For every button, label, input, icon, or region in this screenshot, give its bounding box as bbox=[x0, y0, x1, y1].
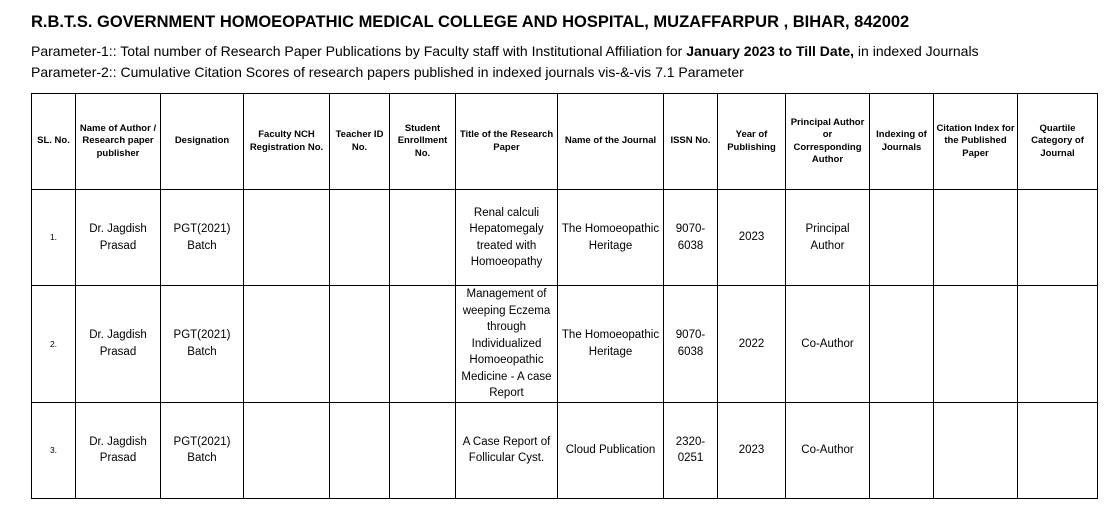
cell-issn: 9070-6038 bbox=[664, 190, 718, 286]
cell-student-enrollment bbox=[390, 190, 456, 286]
cell-sl-no: 1. bbox=[32, 190, 76, 286]
header-indexing: Indexing of Journals bbox=[870, 94, 934, 190]
header-quartile: Quartile Category of Journal bbox=[1018, 94, 1098, 190]
header-journal-name: Name of the Journal bbox=[558, 94, 664, 190]
cell-sl-no: 3. bbox=[32, 402, 76, 498]
parameter-1-period: January 2023 to Till Date, bbox=[686, 43, 855, 59]
cell-indexing bbox=[870, 286, 934, 403]
cell-citation-index bbox=[934, 286, 1018, 403]
publications-table bbox=[31, 93, 1098, 499]
cell-teacher-id bbox=[330, 286, 390, 403]
table-row bbox=[32, 190, 1098, 286]
cell-nch-registration bbox=[244, 286, 330, 403]
cell-designation: PGT(2021) Batch bbox=[161, 402, 244, 498]
cell-author-role: Principal Author bbox=[786, 190, 870, 286]
cell-quartile bbox=[1018, 402, 1098, 498]
cell-issn: 9070-6038 bbox=[664, 286, 718, 403]
table-row bbox=[32, 402, 1098, 498]
cell-paper-title: Renal calculi Hepatomegaly treated with Homoeopathy bbox=[456, 190, 558, 286]
header-designation: Designation bbox=[161, 94, 244, 190]
header-year: Year of Publishing bbox=[718, 94, 786, 190]
header-author: Name of Author / Research paper publisher bbox=[76, 94, 161, 190]
cell-paper-title: Management of weeping Eczema through Individualized Homoeopathic Medicine - A case Report bbox=[456, 286, 558, 403]
cell-citation-index bbox=[934, 190, 1018, 286]
cell-year: 2023 bbox=[718, 402, 786, 498]
header-author-role: Principal Author or Corresponding Author bbox=[786, 94, 870, 190]
header-sl-no: SL. No. bbox=[32, 94, 76, 190]
cell-author: Dr. Jagdish Prasad bbox=[76, 286, 161, 403]
parameter-1 bbox=[31, 43, 979, 59]
cell-issn: 2320-0251 bbox=[664, 402, 718, 498]
cell-teacher-id bbox=[330, 402, 390, 498]
cell-sl-no: 2. bbox=[32, 286, 76, 403]
header-nch-registration: Faculty NCH Registration No. bbox=[244, 94, 330, 190]
cell-journal-name: The Homoeopathic Heritage bbox=[558, 190, 664, 286]
table-header-row bbox=[32, 94, 1098, 190]
cell-designation: PGT(2021) Batch bbox=[161, 286, 244, 403]
cell-indexing bbox=[870, 190, 934, 286]
cell-nch-registration bbox=[244, 402, 330, 498]
header-issn: ISSN No. bbox=[664, 94, 718, 190]
header-teacher-id: Teacher ID No. bbox=[330, 94, 390, 190]
cell-year: 2022 bbox=[718, 286, 786, 403]
header-citation-index: Citation Index for the Published Paper bbox=[934, 94, 1018, 190]
cell-designation: PGT(2021) Batch bbox=[161, 190, 244, 286]
cell-nch-registration bbox=[244, 190, 330, 286]
cell-student-enrollment bbox=[390, 402, 456, 498]
header-student-enrollment: Student Enrollment No. bbox=[390, 94, 456, 190]
header-paper-title: Title of the Research Paper bbox=[456, 94, 558, 190]
cell-author-role: Co-Author bbox=[786, 402, 870, 498]
parameter-1-suffix: in indexed Journals bbox=[854, 43, 979, 59]
cell-teacher-id bbox=[330, 190, 390, 286]
cell-author-role: Co-Author bbox=[786, 286, 870, 403]
cell-journal-name: The Homoeopathic Heritage bbox=[558, 286, 664, 403]
cell-indexing bbox=[870, 402, 934, 498]
cell-quartile bbox=[1018, 286, 1098, 403]
cell-quartile bbox=[1018, 190, 1098, 286]
cell-paper-title: A Case Report of Follicular Cyst. bbox=[456, 402, 558, 498]
parameter-1-text: Parameter-1:: Total number of Research Paper Publications by Faculty staff with Institutional Affiliation for bbox=[31, 43, 687, 59]
cell-year: 2023 bbox=[718, 190, 786, 286]
table-row bbox=[32, 286, 1098, 403]
cell-journal-name: Cloud Publication bbox=[558, 402, 664, 498]
document-title: R.B.T.S. GOVERNMENT HOMOEOPATHIC MEDICAL COLLEGE AND HOSPITAL, MUZAFFARPUR , BIHAR, 842002 bbox=[31, 13, 910, 31]
cell-student-enrollment bbox=[390, 286, 456, 403]
cell-author: Dr. Jagdish Prasad bbox=[76, 190, 161, 286]
cell-author: Dr. Jagdish Prasad bbox=[76, 402, 161, 498]
cell-citation-index bbox=[934, 402, 1018, 498]
parameter-2: Parameter-2:: Cumulative Citation Scores of research papers published in indexed journals vis-&-vis 7.1 Parameter bbox=[31, 64, 744, 80]
